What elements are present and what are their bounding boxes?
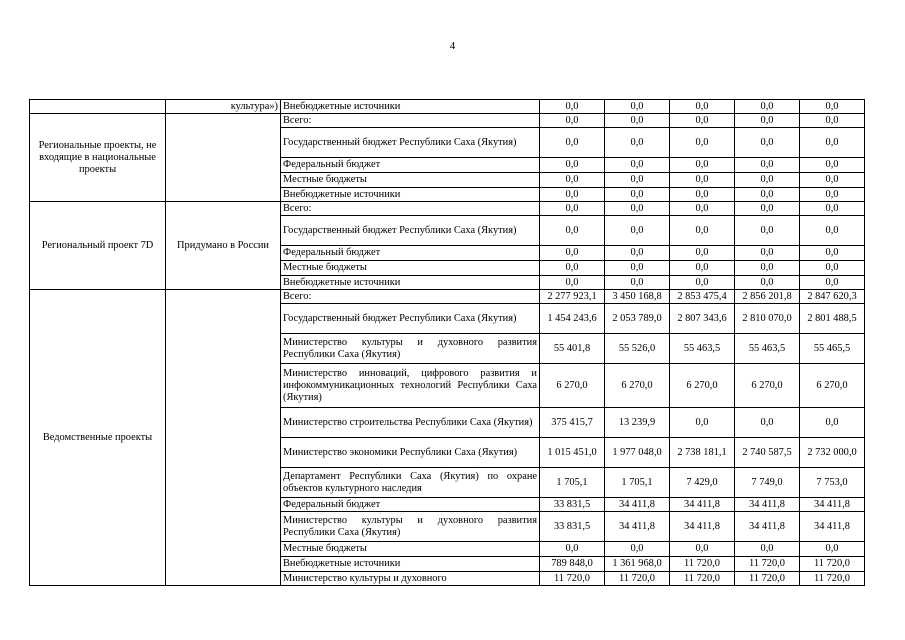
- value-cell: 0,0: [605, 276, 670, 290]
- funding-source-cell: Министерство строительства Республики Саха (Якутия): [281, 408, 540, 438]
- value-cell: 34 411,8: [605, 498, 670, 512]
- value-cell: 0,0: [670, 261, 735, 276]
- value-cell: 0,0: [670, 188, 735, 202]
- value-cell: 2 732 000,0: [800, 438, 865, 468]
- value-cell: 0,0: [540, 202, 605, 216]
- value-cell: 0,0: [605, 100, 670, 114]
- value-cell: 2 740 587,5: [735, 438, 800, 468]
- value-cell: 2 801 488,5: [800, 304, 865, 334]
- value-cell: 0,0: [735, 202, 800, 216]
- value-cell: 0,0: [800, 173, 865, 188]
- funding-source-cell: Местные бюджеты: [281, 261, 540, 276]
- value-cell: 0,0: [605, 202, 670, 216]
- value-cell: 2 738 181,1: [670, 438, 735, 468]
- value-cell: 0,0: [735, 128, 800, 158]
- funding-source-cell: Министерство инноваций, цифрового развития и инфокоммуникационных технологий Республики Саха (Якутия): [281, 364, 540, 408]
- value-cell: 0,0: [605, 246, 670, 261]
- project-name-cell: Ведомственные проекты: [30, 290, 166, 586]
- value-cell: 0,0: [670, 276, 735, 290]
- value-cell: 34 411,8: [605, 512, 670, 542]
- value-cell: 0,0: [800, 246, 865, 261]
- value-cell: 0,0: [670, 158, 735, 173]
- value-cell: 6 270,0: [800, 364, 865, 408]
- subproject-cell: культура»): [166, 100, 281, 114]
- value-cell: 0,0: [670, 128, 735, 158]
- value-cell: 2 847 620,3: [800, 290, 865, 304]
- value-cell: 3 450 168,8: [605, 290, 670, 304]
- value-cell: 11 720,0: [540, 572, 605, 586]
- value-cell: 0,0: [670, 100, 735, 114]
- value-cell: 0,0: [540, 100, 605, 114]
- value-cell: 0,0: [670, 114, 735, 128]
- value-cell: 34 411,8: [670, 498, 735, 512]
- value-cell: 0,0: [540, 276, 605, 290]
- value-cell: 0,0: [800, 100, 865, 114]
- value-cell: 0,0: [670, 542, 735, 557]
- value-cell: 0,0: [800, 158, 865, 173]
- funding-source-cell: Внебюджетные источники: [281, 557, 540, 572]
- value-cell: 11 720,0: [800, 557, 865, 572]
- project-name-cell: Региональный проект 7D: [30, 202, 166, 290]
- value-cell: 1 454 243,6: [540, 304, 605, 334]
- value-cell: 789 848,0: [540, 557, 605, 572]
- value-cell: 55 463,5: [735, 334, 800, 364]
- funding-source-cell: Местные бюджеты: [281, 173, 540, 188]
- funding-source-cell: Государственный бюджет Республики Саха (Якутия): [281, 304, 540, 334]
- value-cell: 1 361 968,0: [605, 557, 670, 572]
- value-cell: 55 401,8: [540, 334, 605, 364]
- page-number: 4: [449, 40, 456, 52]
- project-name-cell: [30, 100, 166, 114]
- value-cell: 0,0: [670, 408, 735, 438]
- value-cell: 0,0: [540, 158, 605, 173]
- value-cell: 0,0: [735, 542, 800, 557]
- funding-source-cell: Министерство культуры и духовного развития Республики Саха (Якутия): [281, 334, 540, 364]
- value-cell: 0,0: [800, 188, 865, 202]
- value-cell: 55 465,5: [800, 334, 865, 364]
- value-cell: 0,0: [800, 216, 865, 246]
- value-cell: 1 705,1: [605, 468, 670, 498]
- value-cell: 55 463,5: [670, 334, 735, 364]
- value-cell: 2 810 070,0: [735, 304, 800, 334]
- value-cell: 11 720,0: [605, 572, 670, 586]
- value-cell: 0,0: [540, 114, 605, 128]
- value-cell: 0,0: [735, 173, 800, 188]
- subproject-cell: Придумано в России: [166, 202, 281, 290]
- table-row: [30, 202, 865, 216]
- value-cell: 2 277 923,1: [540, 290, 605, 304]
- value-cell: 11 720,0: [735, 557, 800, 572]
- value-cell: 0,0: [605, 216, 670, 246]
- value-cell: 11 720,0: [735, 572, 800, 586]
- value-cell: 1 977 048,0: [605, 438, 670, 468]
- value-cell: 7 753,0: [800, 468, 865, 498]
- value-cell: 11 720,0: [670, 557, 735, 572]
- value-cell: 7 749,0: [735, 468, 800, 498]
- funding-source-cell: Министерство культуры и духовного развития Республики Саха (Якутия): [281, 512, 540, 542]
- value-cell: 0,0: [670, 173, 735, 188]
- value-cell: 0,0: [605, 542, 670, 557]
- value-cell: 2 053 789,0: [605, 304, 670, 334]
- value-cell: 0,0: [540, 128, 605, 158]
- value-cell: 6 270,0: [735, 364, 800, 408]
- value-cell: 0,0: [670, 216, 735, 246]
- funding-source-cell: Федеральный бюджет: [281, 158, 540, 173]
- subproject-cell: [166, 290, 281, 586]
- value-cell: 0,0: [670, 202, 735, 216]
- value-cell: 0,0: [540, 246, 605, 261]
- value-cell: 0,0: [540, 173, 605, 188]
- value-cell: 0,0: [605, 158, 670, 173]
- value-cell: 0,0: [605, 114, 670, 128]
- funding-source-cell: Всего:: [281, 202, 540, 216]
- budget-table: [29, 99, 865, 586]
- value-cell: 0,0: [605, 173, 670, 188]
- value-cell: 0,0: [540, 188, 605, 202]
- table-row: [30, 100, 865, 114]
- value-cell: 0,0: [540, 261, 605, 276]
- value-cell: 0,0: [735, 408, 800, 438]
- funding-source-cell: Государственный бюджет Республики Саха (Якутия): [281, 128, 540, 158]
- value-cell: 2 853 475,4: [670, 290, 735, 304]
- value-cell: 0,0: [800, 114, 865, 128]
- value-cell: 1 705,1: [540, 468, 605, 498]
- value-cell: 0,0: [800, 202, 865, 216]
- value-cell: 0,0: [800, 276, 865, 290]
- funding-source-cell: Министерство экономики Республики Саха (Якутия): [281, 438, 540, 468]
- funding-source-cell: Федеральный бюджет: [281, 246, 540, 261]
- value-cell: 34 411,8: [800, 498, 865, 512]
- value-cell: 0,0: [735, 276, 800, 290]
- funding-source-cell: Всего:: [281, 114, 540, 128]
- funding-source-cell: Министерство культуры и духовного: [281, 572, 540, 586]
- value-cell: 0,0: [800, 408, 865, 438]
- value-cell: 0,0: [735, 246, 800, 261]
- value-cell: 6 270,0: [540, 364, 605, 408]
- value-cell: 34 411,8: [670, 512, 735, 542]
- value-cell: 34 411,8: [800, 512, 865, 542]
- value-cell: 0,0: [800, 261, 865, 276]
- value-cell: 0,0: [540, 542, 605, 557]
- value-cell: 375 415,7: [540, 408, 605, 438]
- value-cell: 0,0: [735, 188, 800, 202]
- funding-source-cell: Внебюджетные источники: [281, 276, 540, 290]
- value-cell: 34 411,8: [735, 512, 800, 542]
- value-cell: 0,0: [735, 100, 800, 114]
- budget-body: [30, 100, 865, 586]
- value-cell: 7 429,0: [670, 468, 735, 498]
- funding-source-cell: Всего:: [281, 290, 540, 304]
- funding-source-cell: Департамент Республики Саха (Якутия) по охране объектов культурного наследия: [281, 468, 540, 498]
- table-row: [30, 290, 865, 304]
- value-cell: 55 526,0: [605, 334, 670, 364]
- table-row: [30, 114, 865, 128]
- value-cell: 2 807 343,6: [670, 304, 735, 334]
- value-cell: 0,0: [540, 216, 605, 246]
- value-cell: 0,0: [800, 542, 865, 557]
- value-cell: 0,0: [735, 261, 800, 276]
- value-cell: 0,0: [800, 128, 865, 158]
- value-cell: 0,0: [605, 128, 670, 158]
- value-cell: 0,0: [605, 261, 670, 276]
- value-cell: 11 720,0: [800, 572, 865, 586]
- funding-source-cell: Внебюджетные источники: [281, 100, 540, 114]
- value-cell: 0,0: [735, 216, 800, 246]
- value-cell: 0,0: [735, 114, 800, 128]
- value-cell: 0,0: [670, 246, 735, 261]
- value-cell: 0,0: [735, 158, 800, 173]
- value-cell: 11 720,0: [670, 572, 735, 586]
- value-cell: 6 270,0: [670, 364, 735, 408]
- funding-source-cell: Внебюджетные источники: [281, 188, 540, 202]
- value-cell: 0,0: [605, 188, 670, 202]
- value-cell: 1 015 451,0: [540, 438, 605, 468]
- funding-source-cell: Федеральный бюджет: [281, 498, 540, 512]
- value-cell: 33 831,5: [540, 498, 605, 512]
- value-cell: 33 831,5: [540, 512, 605, 542]
- funding-source-cell: Местные бюджеты: [281, 542, 540, 557]
- project-name-cell: Региональные проекты, не входящие в национальные проекты: [30, 114, 166, 202]
- value-cell: 13 239,9: [605, 408, 670, 438]
- value-cell: 6 270,0: [605, 364, 670, 408]
- subproject-cell: [166, 114, 281, 202]
- value-cell: 34 411,8: [735, 498, 800, 512]
- value-cell: 2 856 201,8: [735, 290, 800, 304]
- funding-source-cell: Государственный бюджет Республики Саха (Якутия): [281, 216, 540, 246]
